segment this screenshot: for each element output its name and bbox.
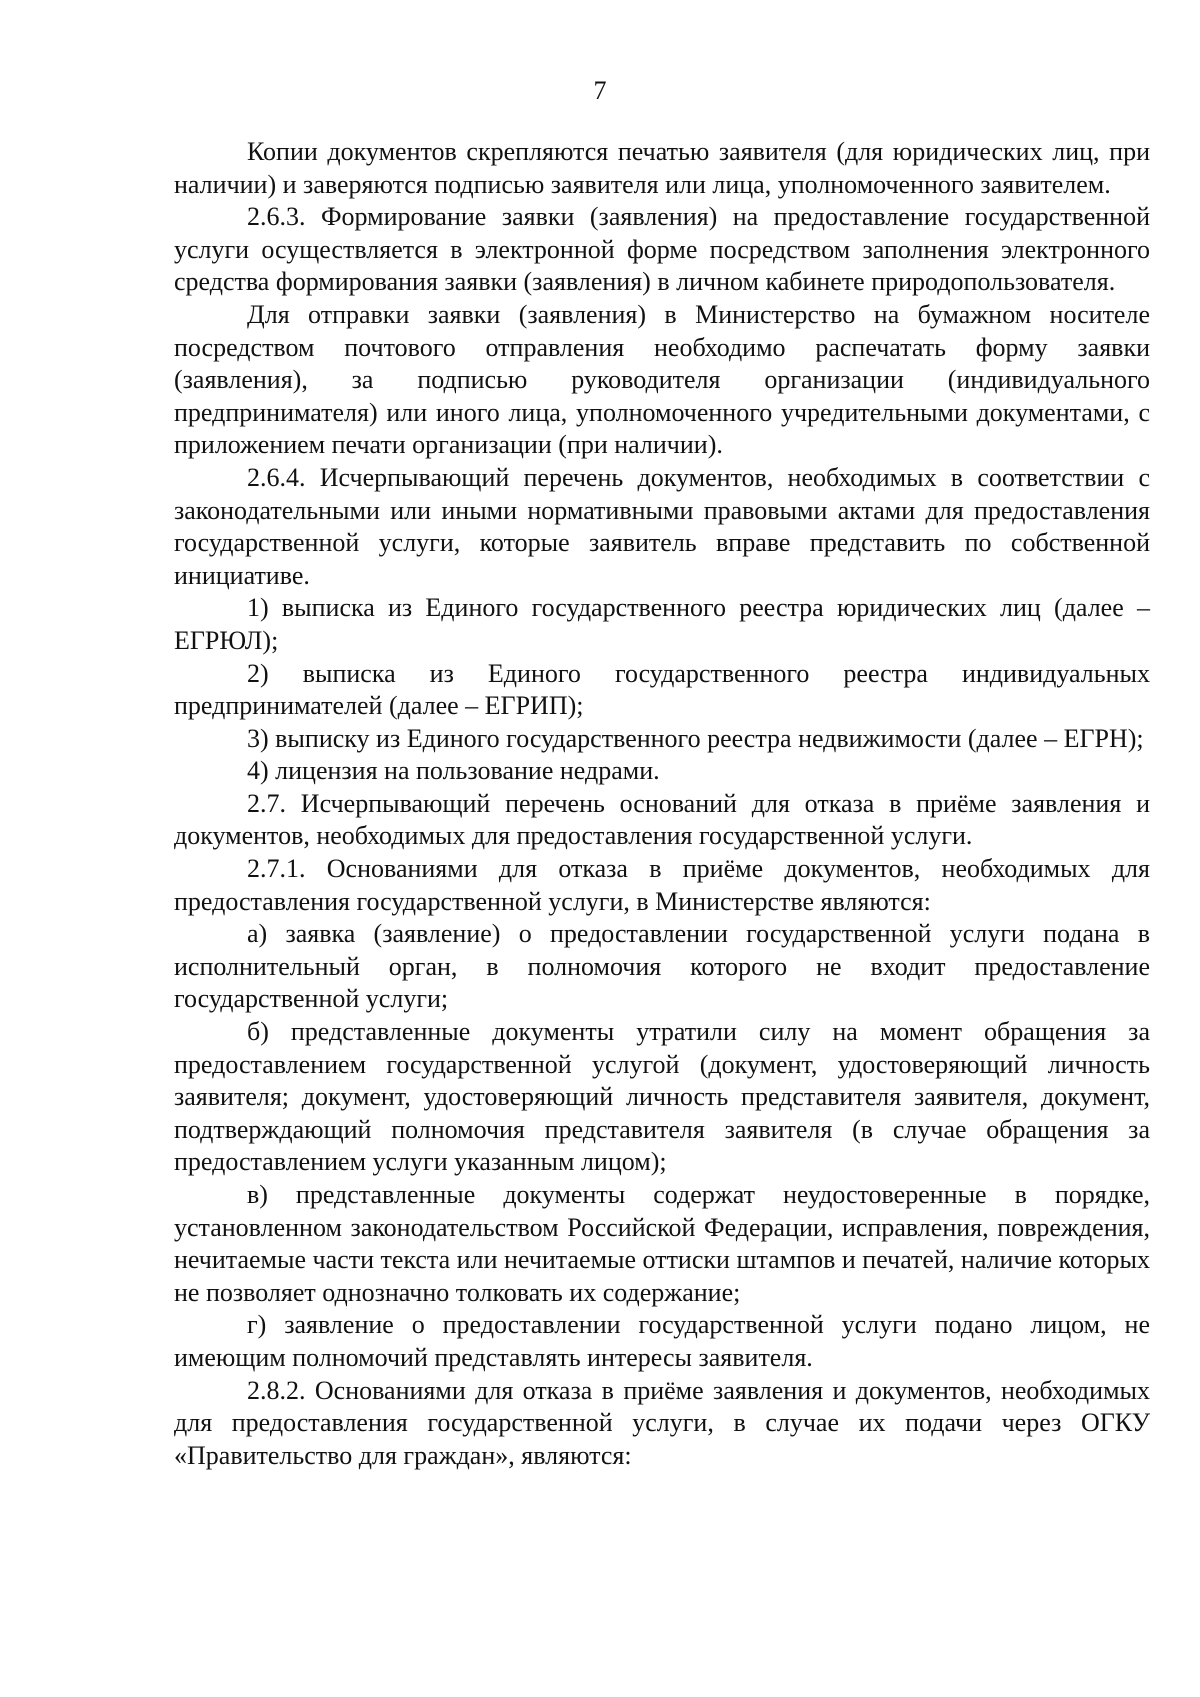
list-item-a: а) заявка (заявление) о предоставлении государственной услуги подана в исполнительный орган, в полномочия которого не входит предоставление государственной услуги; — [174, 919, 1150, 1014]
list-item-egrn: 3) выписку из Единого государственного реестра недвижимости (далее – ЕГРН); — [247, 723, 1144, 753]
document-body — [174, 136, 1150, 1472]
paragraph-copies-certification: Копии документов скрепляются печатью заявителя (для юридических лиц, при наличии) и заверяются подписью заявителя или лица, уполномоченного заявителем. — [174, 137, 1150, 199]
page-number: 7 — [593, 76, 607, 105]
list-item-egrip: 2) выписка из Единого государственного реестра индивидуальных предпринимателей (далее – ЕГРИП); — [174, 658, 1150, 721]
paragraph-2-7: 2.7. Исчерпывающий перечень оснований для отказа в приёме заявления и документов, необходимых для предоставления государственной услуги. — [174, 788, 1150, 851]
list-item-v: в) представленные документы содержат неудостоверенные в порядке, установленном законодательством Российской Федерации, исправления, повреждения, нечитаемые части текста или нечитаемые оттиски штампов и печатей, наличие которых не позволяет однозначно толковать их содержание; — [174, 1180, 1150, 1307]
list-item-g: г) заявление о предоставлении государственной услуги подано лицом, не имеющим полномочий представлять интересы заявителя. — [174, 1310, 1150, 1372]
list-item-license: 4) лицензия на пользование недрами. — [247, 756, 660, 786]
paragraph-2-8-2: 2.8.2. Основаниями для отказа в приёме заявления и документов, необходимых для предоставления государственной услуги, в случае их подачи через ОГКУ «Правительство для граждан», являются: — [174, 1375, 1150, 1470]
list-item-egrul: 1) выписка из Единого государственного реестра юридических лиц (далее – ЕГРЮЛ); — [174, 593, 1150, 655]
paragraph-paper-submission: Для отправки заявки (заявления) в Министерство на бумажном носителе посредством почтового отправления необходимо распечатать форму заявки (заявления), за подписью руководителя организации (индивидуального предпринимателя) или иного лица, уполномоченного учредительными документами, с приложением печати организации (при наличии). — [174, 299, 1150, 460]
paragraph-2-6-3: 2.6.3. Формирование заявки (заявления) на предоставление государственной услуги осуществляется в электронной форме посредством заполнения электронного средства формирования заявки (заявления) в личном кабинете природопользователя. — [174, 202, 1150, 297]
paragraph-2-7-1: 2.7.1. Основаниями для отказа в приёме документов, необходимых для предоставления государственной услуги, в Министерстве являются: — [174, 854, 1150, 916]
paragraph-2-6-4: 2.6.4. Исчерпывающий перечень документов, необходимых в соответствии с законодательными или иными нормативными правовыми актами для предоставления государственной услуги, которые заявитель вправе представить по собственной инициативе. — [174, 462, 1150, 590]
list-item-b: б) представленные документы утратили силу на момент обращения за предоставлением государственной услугой (документ, удостоверяющий личность заявителя; документ, удостоверяющий личность представителя заявителя, документ, подтверждающий полномочия представителя заявителя (в случае обращения за предоставлением услуги указанным лицом); — [174, 1017, 1150, 1177]
